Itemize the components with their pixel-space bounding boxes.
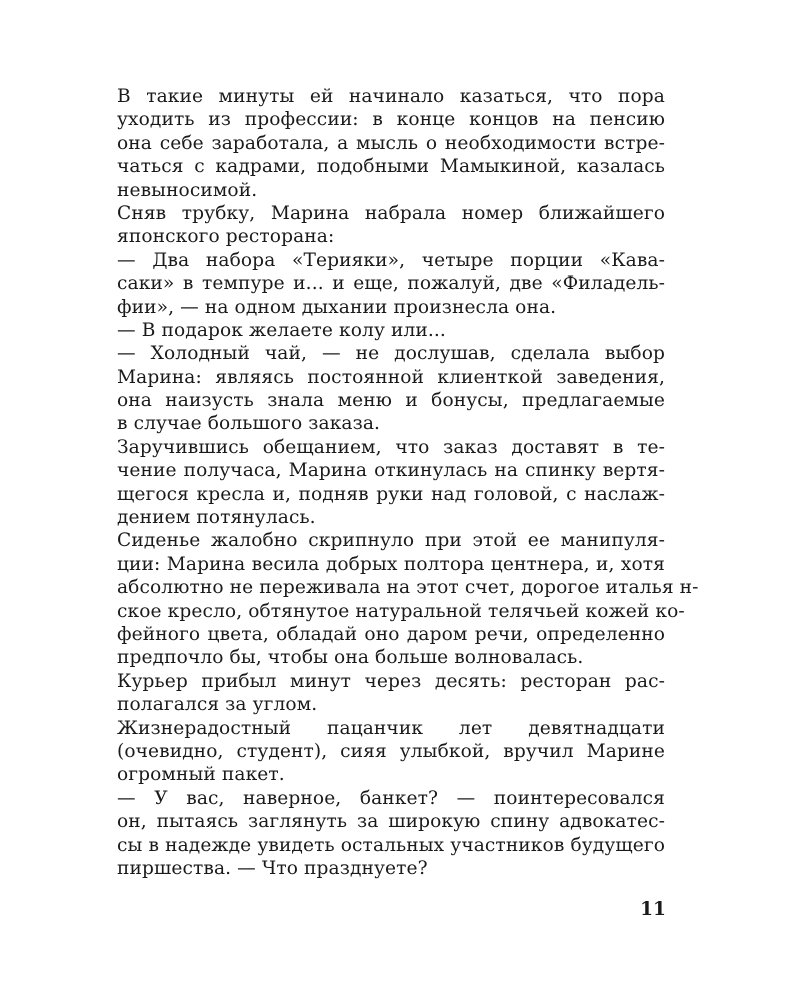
text-line: Сиденье жалобно скрипнуло при этой ее манипуля- <box>117 530 665 552</box>
text-line: абсолютно не переживала на этот счет, дорогое италья н- <box>117 577 699 599</box>
text-line: Жизнерадостный пацанчик лет девятнадцати <box>117 717 665 739</box>
text-line: саки» в темпуре и... и еще, пожалуй, две «Филадель- <box>117 273 665 295</box>
text-line: японского ресторана: <box>117 226 335 248</box>
text-line: предпочло бы, чтобы она больше волновалась. <box>117 647 584 669</box>
page-body-text <box>117 85 699 880</box>
text-line: пиршества. — Что празднуете? <box>117 857 428 879</box>
text-line: Сняв трубку, Марина набрала номер ближайшего <box>117 202 665 224</box>
text-line: он, пытаясь заглянуть за широкую спину адвокатес- <box>117 811 665 833</box>
text-line: — В подарок желаете колу или... <box>117 319 446 341</box>
text-line: полагался за углом. <box>117 694 318 716</box>
text-line: фии», — на одном дыхании произнесла она. <box>117 296 557 318</box>
text-line: — Холодный чай, — не дослушав, сделала выбор <box>117 343 665 365</box>
text-line: Марина: являясь постоянной клиенткой заведения, <box>117 366 665 388</box>
text-line: она себе заработала, а мысль о необходимости встре- <box>117 132 665 154</box>
text-line: сы в надежде увидеть остальных участников будущего <box>117 834 665 856</box>
text-line: дением потянулась. <box>117 507 316 529</box>
text-line: чаться с кадрами, подобными Мамыкиной, казалась <box>117 156 665 178</box>
text-line: В такие минуты ей начинало казаться, что пора <box>117 86 665 107</box>
text-line: уходить из профессии: в конце концов на пенсию <box>117 109 665 131</box>
text-line: ское кресло, обтянутое натуральной телячьей кожей ко- <box>117 600 685 622</box>
text-line: фейного цвета, обладай оно даром речи, определенно <box>117 623 665 645</box>
text-line: она наизусть знала меню и бонусы, предлагаемые <box>117 390 665 412</box>
text-line: в случае большого заказа. <box>117 413 381 435</box>
page-number: 11 <box>640 899 666 920</box>
text-line: Курьер прибыл минут через десять: ресторан рас- <box>117 670 665 692</box>
text-line: огромный пакет. <box>117 764 285 786</box>
text-line: — У вас, наверное, банкет? — поинтересовался <box>117 787 665 809</box>
text-line: чение получаса, Марина откинулась на спинку вертя- <box>117 460 665 482</box>
text-line: (очевидно, студент), сияя улыбкой, вручил Марине <box>117 740 665 762</box>
text-line: — Два набора «Терияки», четыре порции «Кава- <box>117 249 665 271</box>
text-line: ции: Марина весила добрых полтора центнера, и, хотя <box>117 553 665 575</box>
text-line: щегося кресла и, подняв руки над головой, с наслаж- <box>117 483 665 505</box>
text-line: невыносимой. <box>117 179 258 201</box>
text-line: Заручившись обещанием, что заказ доставят в те- <box>117 436 665 458</box>
